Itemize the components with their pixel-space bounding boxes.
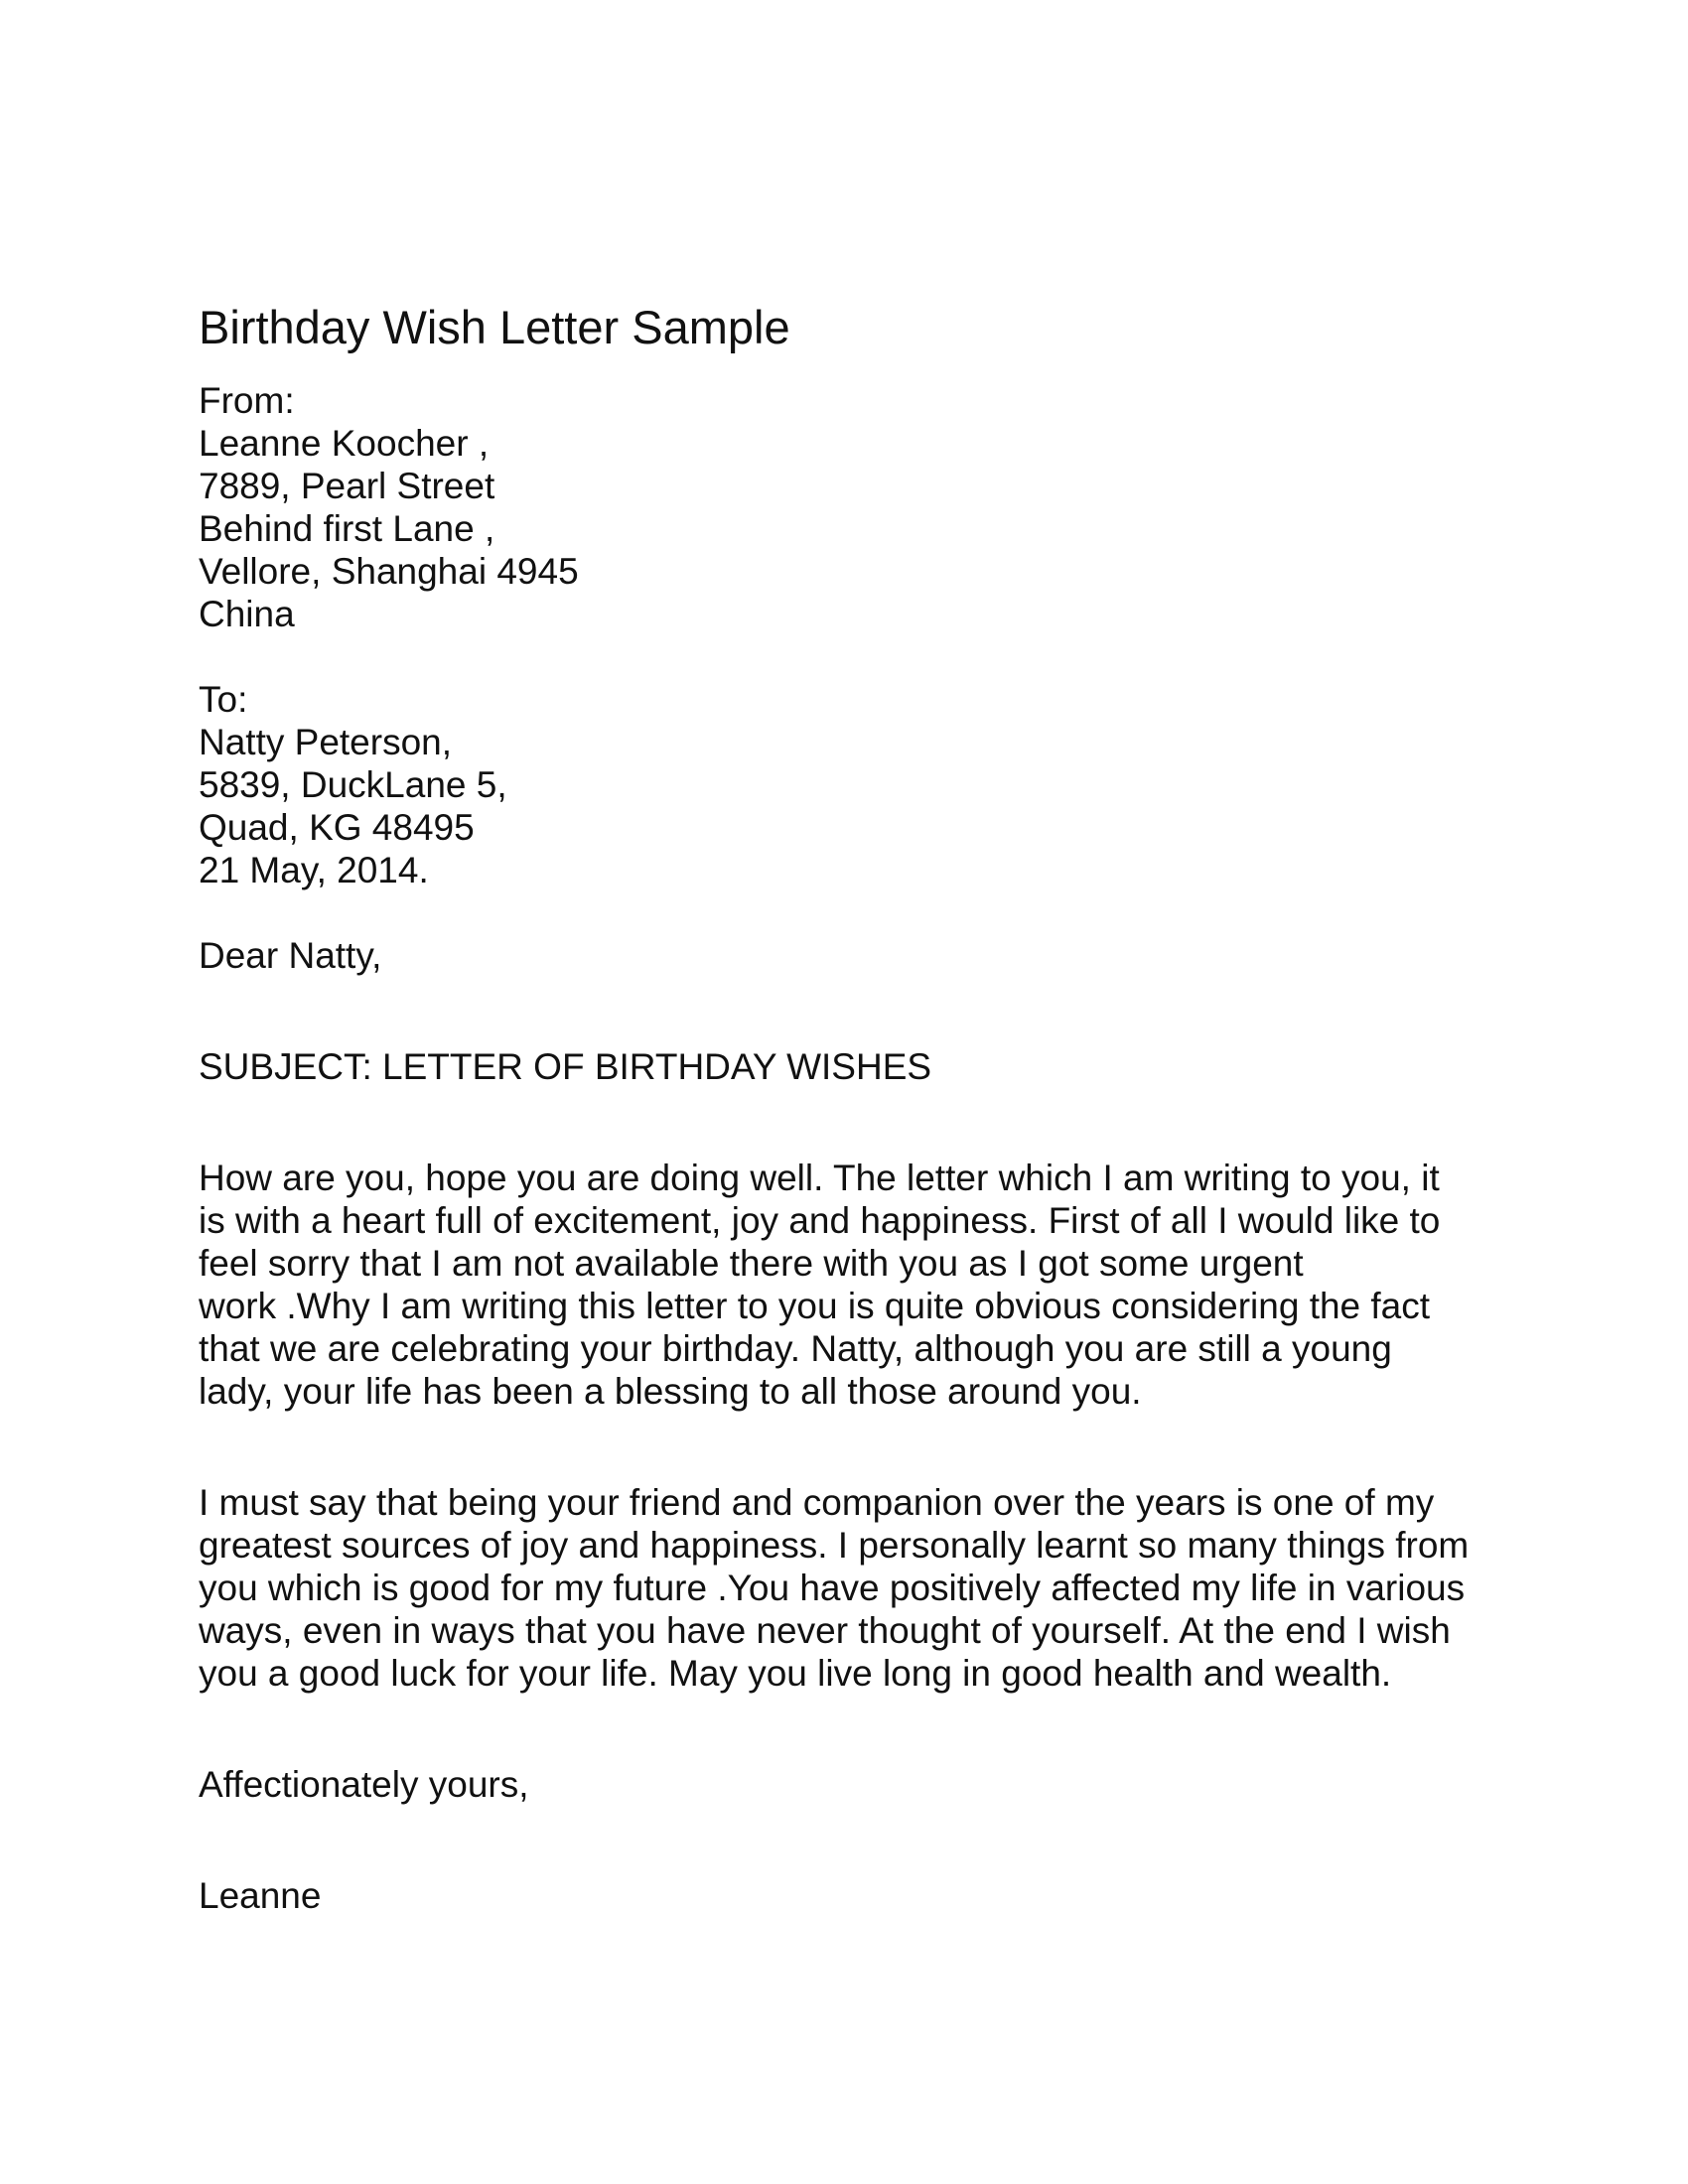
paragraph-line: greatest sources of joy and happiness. I personally learnt so many things from [199, 1525, 1470, 1566]
body-paragraph-1 [199, 1157, 1509, 1413]
document-title: Birthday Wish Letter Sample [199, 301, 790, 353]
recipient-street: 5839, DuckLane 5, [199, 764, 507, 805]
paragraph-line: you which is good for my future .You have positively affected my life in various [199, 1568, 1466, 1608]
paragraph-line: you a good luck for your life. May you live long in good health and wealth. [199, 1653, 1392, 1694]
sender-label: From: [199, 380, 295, 421]
body-paragraph-2 [199, 1481, 1509, 1695]
recipient-address [199, 678, 1509, 891]
paragraph-line: feel sorry that I am not available there with you as I got some urgent [199, 1243, 1304, 1284]
sender-street: 7889, Pearl Street [199, 466, 495, 506]
salutation: Dear Natty, [199, 935, 382, 976]
paragraph-line: work .Why I am writing this letter to you is quite obvious considering the fact [199, 1286, 1431, 1326]
recipient-label: To: [199, 679, 248, 720]
sender-address [199, 379, 1509, 635]
signature: Leanne [199, 1875, 322, 1916]
paragraph-line: is with a heart full of excitement, joy and happiness. First of all I would like to [199, 1200, 1441, 1241]
letter-date: 21 May, 2014. [199, 850, 429, 890]
paragraph-line: ways, even in ways that you have never thought of yourself. At the end I wish [199, 1610, 1451, 1651]
recipient-name: Natty Peterson, [199, 722, 453, 762]
paragraph-line: that we are celebrating your birthday. Natty, although you are still a young [199, 1328, 1392, 1369]
sender-city: Vellore, Shanghai 4945 [199, 551, 579, 592]
sender-name: Leanne Koocher , [199, 423, 490, 464]
subject-line: SUBJECT: LETTER OF BIRTHDAY WISHES [199, 1046, 932, 1087]
paragraph-line: How are you, hope you are doing well. The letter which I am writing to you, it [199, 1158, 1440, 1198]
sender-lane: Behind first Lane , [199, 508, 495, 549]
paragraph-line: lady, your life has been a blessing to all those around you. [199, 1371, 1142, 1412]
letter-page [199, 300, 1509, 1917]
recipient-city: Quad, KG 48495 [199, 807, 475, 848]
closing: Affectionately yours, [199, 1764, 529, 1805]
sender-country: China [199, 594, 295, 634]
paragraph-line: I must say that being your friend and companion over the years is one of my [199, 1482, 1435, 1523]
